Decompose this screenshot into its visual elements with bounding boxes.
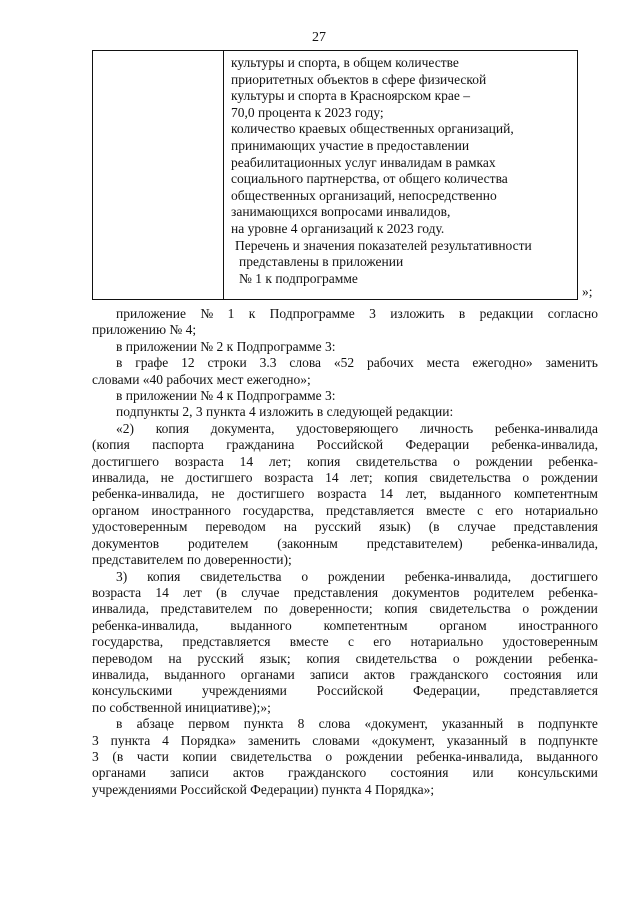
paragraph bbox=[92, 339, 598, 355]
continuation-table bbox=[92, 50, 578, 300]
paragraph bbox=[92, 306, 598, 339]
text-line: (копия паспорта гражданина Российской Федерации ребенка-инвалида, bbox=[92, 437, 598, 453]
text-line: в приложении № 2 к Подпрограмме 3: bbox=[116, 338, 336, 354]
paragraph bbox=[92, 569, 598, 717]
text-line: переводом на русский язык; копия свидетельства о рождении ребенка- bbox=[92, 650, 598, 666]
text-line: словами «40 рабочих мест ежегодно»; bbox=[92, 371, 311, 387]
table-line: культуры и спорта в Красноярском крае – bbox=[231, 88, 470, 104]
paragraph bbox=[92, 355, 598, 388]
text-line: 3 пункта 4 Порядка» заменить словами «документ, указанный в подпункте bbox=[92, 732, 598, 748]
text-line: в приложении № 4 к Подпрограмме 3: bbox=[116, 388, 336, 404]
table-line: представлены в приложении bbox=[239, 254, 404, 270]
table-line: реабилитационных услуг инвалидам в рамках bbox=[231, 154, 496, 170]
table-line: на уровне 4 организаций к 2023 году. bbox=[231, 220, 445, 236]
table-closing-quote: »; bbox=[582, 284, 593, 299]
body-text bbox=[92, 306, 598, 798]
table-line: принимающих участие в предоставлении bbox=[231, 137, 470, 153]
table-line: № 1 к подпрограмме bbox=[239, 270, 358, 286]
text-line: по собственной инициативе);»; bbox=[92, 699, 271, 715]
table-column-divider bbox=[223, 51, 224, 299]
text-line: 3) копия свидетельства о рождении ребенка-инвалида, достигшего bbox=[116, 568, 598, 584]
text-line: документов родителем (законным представителем) ребенка-инвалида, bbox=[92, 535, 598, 551]
text-line: достигшего возраста 14 лет; копия свидетельства о рождении ребенка- bbox=[92, 453, 598, 469]
text-line: ребенка-инвалида, выданного компетентным органом иностранного bbox=[92, 617, 598, 633]
table-line: количество краевых общественных организаций, bbox=[231, 121, 514, 137]
text-line: органами записи актов гражданского состояния или консульскими bbox=[92, 765, 598, 781]
text-line: ребенка-инвалида, не достигшего возраста 14 лет, выданного компетентным bbox=[92, 486, 598, 502]
text-line: приложение № 1 к Подпрограмме 3 изложить в редакции согласно bbox=[116, 306, 598, 321]
text-line: инвалида, не достигшего возраста 14 лет; копия свидетельства о рождении bbox=[92, 470, 598, 486]
page-number: 27 bbox=[312, 30, 326, 45]
text-line: представителем по доверенности); bbox=[92, 552, 292, 568]
table-cell-text bbox=[231, 55, 571, 287]
paragraph bbox=[92, 388, 598, 404]
paragraph bbox=[92, 421, 598, 569]
table-line: социального партнерства, от общего количества bbox=[231, 171, 508, 187]
table-line: занимающихся вопросами инвалидов, bbox=[231, 204, 451, 220]
table-line: общественных организаций, непосредственно bbox=[231, 187, 497, 203]
text-line: в абзаце первом пункта 8 слова «документ, указанный в подпункте bbox=[116, 716, 598, 732]
table-line: культуры и спорта, в общем количестве bbox=[231, 55, 459, 70]
table-line: 70,0 процента к 2023 году; bbox=[231, 104, 384, 120]
text-line: инвалида, выданного органами записи актов гражданского состояния или bbox=[92, 666, 598, 682]
paragraph bbox=[92, 404, 598, 420]
text-line: подпункты 2, 3 пункта 4 изложить в следующей редакции: bbox=[116, 404, 454, 420]
table-line: Перечень и значения показателей результативности bbox=[235, 237, 532, 253]
text-line: в графе 12 строки 3.3 слова «52 рабочих места ежегодно» заменить bbox=[116, 355, 598, 371]
text-line: инвалида, представителем по доверенности; копия свидетельства о рождении bbox=[92, 601, 598, 617]
text-line: приложению № 4; bbox=[92, 322, 197, 338]
text-line: государства, представляется вместе с его нотариально удостоверенным bbox=[92, 634, 598, 650]
table-line: приоритетных объектов в сфере физической bbox=[231, 71, 487, 87]
text-line: 3 (в части копии свидетельства о рождении ребенка-инвалида, выданного bbox=[92, 748, 598, 764]
text-line: учреждениями Российской Федерации) пункта 4 Порядка»; bbox=[92, 781, 435, 797]
text-line: удостоверенным переводом на русский язык) (в случае представления bbox=[92, 519, 598, 535]
paragraph bbox=[92, 716, 598, 798]
text-line: консульскими учреждениями Российской Федерации, представляется bbox=[92, 683, 598, 699]
text-line: органом иностранного государства, представляется вместе с его нотариально bbox=[92, 502, 598, 518]
text-line: возраста 14 лет (в случае представления документов родителем ребенка- bbox=[92, 584, 598, 600]
text-line: «2) копия документа, удостоверяющего личность ребенка-инвалида bbox=[116, 420, 598, 436]
